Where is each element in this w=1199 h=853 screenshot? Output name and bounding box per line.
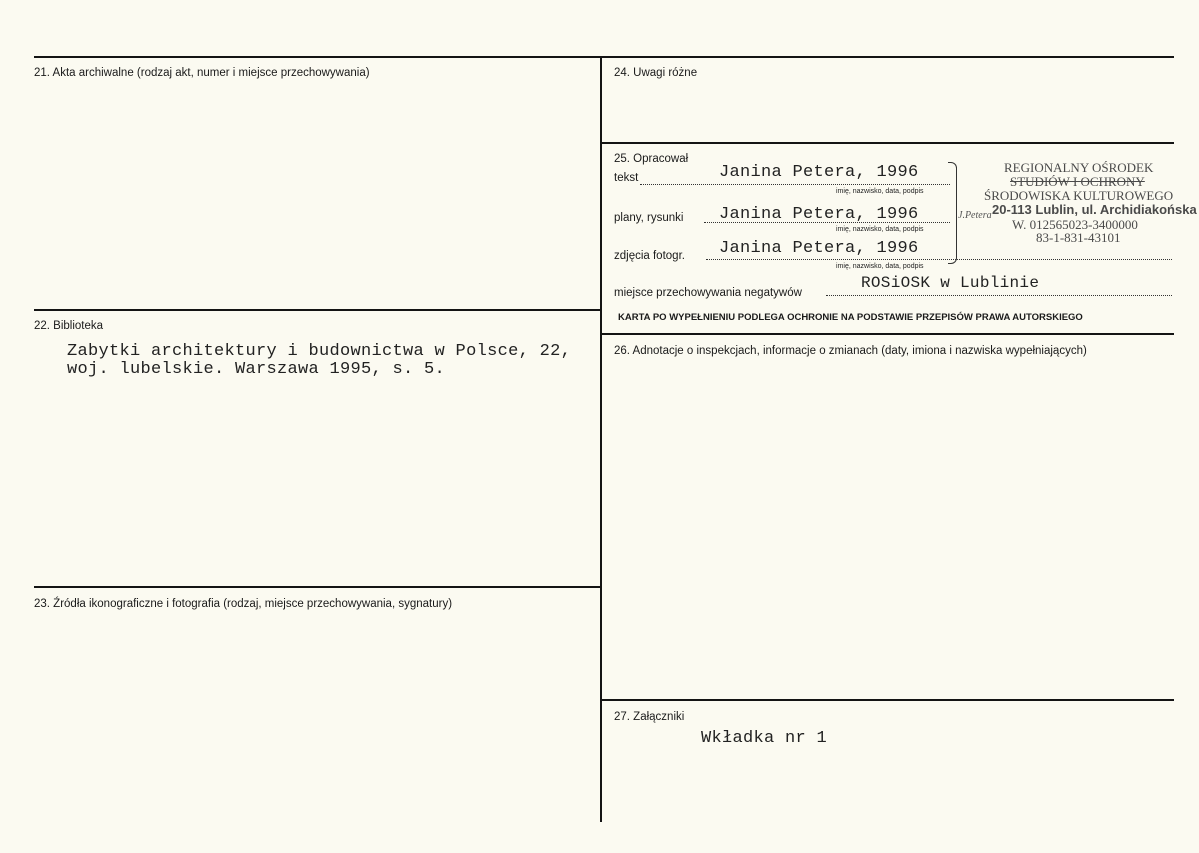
plany-value: Janina Petera, 1996 (719, 205, 919, 224)
stamp-line5: W. 012565023-3400000 (1012, 217, 1138, 232)
stamp-line1: REGIONALNY OŚRODEK (1004, 160, 1154, 175)
divider-24-25 (601, 142, 1174, 144)
stamp-line3: ŚRODOWISKA KULTUROWEGO (984, 188, 1174, 203)
tekst-caption: imię, nazwisko, data, podpis (836, 188, 924, 195)
plany-caption: imię, nazwisko, data, podpis (836, 226, 924, 233)
stamp-line6: 83-1-831-43101 (1036, 230, 1121, 245)
negatives-value: ROSiOSK w Lublinie (861, 274, 1040, 292)
section-26-label: 26. Adnotacje o inspekcjach, informacje o zmianach (daty, imiona i nazwiska wypełniających) (614, 345, 1087, 357)
zdjecia-caption: imię, nazwisko, data, podpis (836, 263, 924, 270)
section-22-text-line1: Zabytki architektury i budownictwa w Polsce, 22, (67, 342, 572, 361)
signature-brace (948, 162, 957, 264)
section-22-label: 22. Biblioteka (34, 320, 104, 332)
stamp-line2: STUDIÓW I OCHRONY (1010, 174, 1145, 189)
tekst-label: tekst (614, 172, 639, 184)
divider-22-23 (34, 586, 601, 588)
negatives-label: miejsce przechowywania negatywów (614, 287, 802, 299)
zdjecia-dotted-line (706, 259, 1172, 260)
tekst-dotted-line (640, 184, 950, 185)
section-27-label: 27. Załączniki (614, 711, 685, 723)
negatives-dotted-line (826, 295, 1172, 296)
plany-label: plany, rysunki (614, 212, 684, 224)
divider-25-26 (601, 333, 1174, 335)
stamp-line4: 20-113 Lublin, ul. Archidiakońska (992, 202, 1197, 217)
section-21-label: 21. Akta archiwalne (rodzaj akt, numer i miejsce przechowywania) (34, 67, 370, 79)
divider-26-27 (601, 699, 1174, 701)
tekst-value: Janina Petera, 1996 (719, 163, 919, 182)
top-border (34, 56, 1174, 58)
handwritten-signature: J.Petera (958, 210, 992, 221)
copyright-notice: KARTA PO WYPEŁNIENIU PODLEGA OCHRONIE NA PODSTAWIE PRZEPISÓW PRAWA AUTORSKIEGO (618, 312, 1083, 323)
section-23-label: 23. Źródła ikonograficzne i fotografia (rodzaj, miejsce przechowywania, sygnatury) (34, 598, 453, 610)
zdjecia-label: zdjęcia fotogr. (614, 250, 685, 262)
section-25-label: 25. Opracował (614, 153, 689, 165)
zdjecia-value: Janina Petera, 1996 (719, 239, 919, 258)
section-27-value: Wkładka nr 1 (701, 729, 828, 748)
center-divider (600, 56, 602, 822)
section-24-label: 24. Uwagi różne (614, 67, 698, 79)
divider-21-22 (34, 309, 601, 311)
section-22-text-line2: woj. lubelskie. Warszawa 1995, s. 5. (67, 360, 446, 379)
